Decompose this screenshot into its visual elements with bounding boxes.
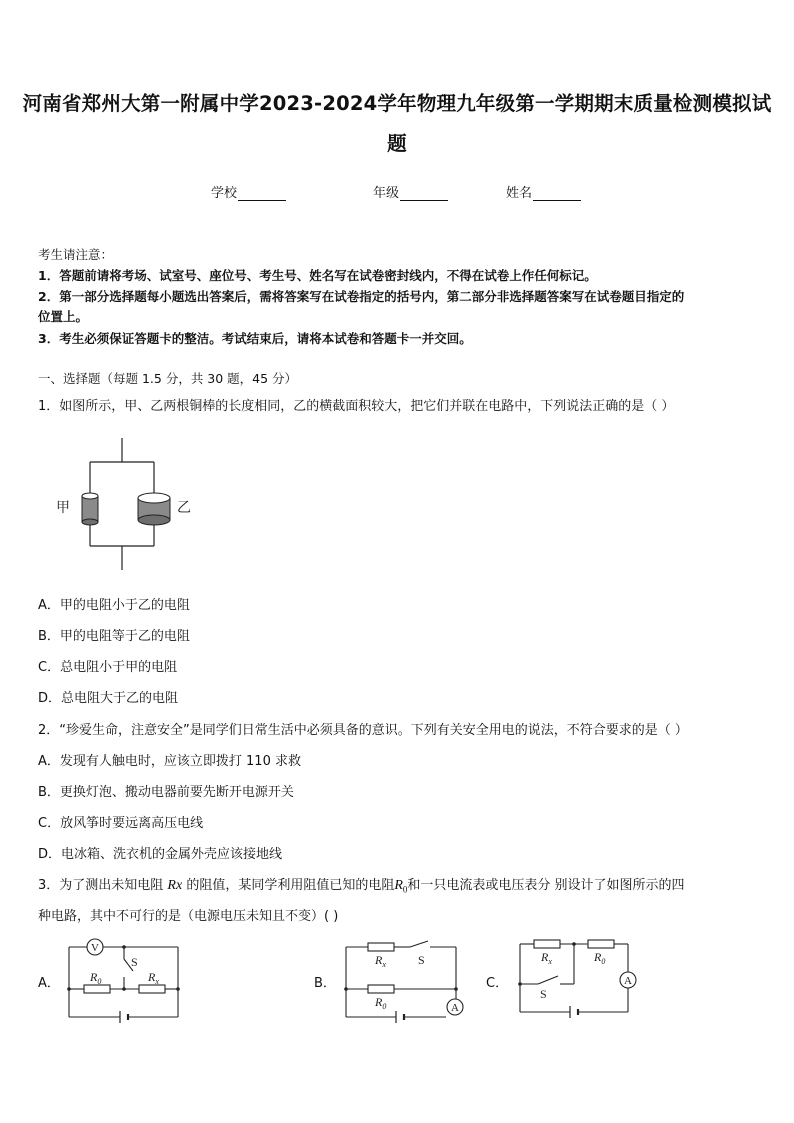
q3-stem-part-3: 和一只电流表或电压表分 别设计了如图所示的四 — [407, 878, 685, 893]
svg-text:Rx — [540, 950, 552, 966]
page-title: 河南省郑州大第一附属中学2023-2024学年物理九年级第一学期期末质量检测模拟试 — [22, 92, 772, 115]
rx-label-b: R — [375, 953, 383, 967]
question-3-stem-line-2: 种电路，其中不可行的是（电源电压未知且不变）( ) — [38, 909, 339, 924]
ammeter-label-b: A — [451, 1002, 459, 1014]
question-3-option-c-label[interactable]: C． — [486, 976, 509, 991]
q3-r0-subscript: 0 — [402, 884, 408, 895]
q3-r0-symbol: R — [394, 878, 403, 893]
svg-text:R0 — [89, 970, 101, 986]
question-3-circuit-b[interactable] — [336, 935, 471, 1030]
name-field — [506, 182, 581, 201]
svg-text:R0 — [593, 950, 605, 966]
r0-label-c: R — [594, 950, 602, 964]
voltmeter-label: V — [91, 942, 99, 954]
grade-label: 年级 — [373, 186, 400, 201]
ammeter-label-c: A — [624, 975, 632, 987]
question-3-option-a-label[interactable]: A． — [38, 976, 60, 991]
question-1-option-a[interactable]: A．甲的电阻小于乙的电阻 — [38, 598, 190, 613]
question-2-stem: 2．“珍爱生命，注意安全”是同学们日常生活中必须具备的意识。下列有关安全用电的说法，不符合要求的是（ ） — [38, 723, 688, 738]
r0-label-b: R — [375, 995, 383, 1009]
q3-rx-symbol: Rx — [167, 878, 183, 893]
q3-stem-part-2: 的阻值，某同学利用阻值已知的电阻 — [186, 878, 395, 893]
rx-label-c: R — [541, 950, 549, 964]
switch-label-b: S — [418, 953, 425, 967]
switch-label-c: S — [540, 987, 547, 1001]
section-heading: 一、选择题（每题 1.5 分，共 30 题，45 分） — [38, 371, 298, 386]
question-1-figure — [50, 436, 210, 571]
school-field — [211, 182, 286, 201]
r0-sub-c: 0 — [601, 957, 606, 966]
notice-heading: 考生请注意： — [38, 247, 114, 262]
grade-field — [373, 182, 448, 201]
q3-stem-part-1: 3．为了测出未知电阻 — [38, 878, 164, 893]
label-yi: 乙 — [177, 501, 191, 516]
question-1-option-c[interactable]: C．总电阻小于甲的电阻 — [38, 660, 178, 675]
grade-blank — [400, 188, 448, 201]
school-blank — [238, 188, 286, 201]
label-jia: 甲 — [56, 501, 70, 516]
copper-rod-jia — [82, 493, 98, 525]
question-1-stem: 1．如图所示，甲、乙两根铜棒的长度相同，乙的横截面积较大，把它们并联在电路中，下列说法正确的是（ ） — [38, 399, 675, 414]
name-label: 姓名 — [506, 186, 533, 201]
question-2-option-d[interactable]: D．电冰箱、洗衣机的金属外壳应该接地线 — [38, 847, 283, 862]
svg-text:R0 — [374, 995, 386, 1011]
question-2-option-b[interactable]: B．更换灯泡、搬动电器前要先断开电源开关 — [38, 785, 294, 800]
question-3-circuit-c[interactable] — [508, 932, 643, 1030]
rx-label-a: R — [148, 970, 156, 984]
r0-sub-a: 0 — [97, 977, 102, 986]
r0-sub-b: 0 — [382, 1002, 387, 1011]
page-title-continued: 题 — [387, 132, 407, 155]
question-1-option-b[interactable]: B．甲的电阻等于乙的电阻 — [38, 629, 190, 644]
question-3-circuit-a[interactable] — [58, 935, 188, 1030]
svg-text:Rx — [374, 953, 386, 969]
name-blank — [533, 188, 581, 201]
notice-item-2-cont: 位置上。 — [38, 309, 89, 324]
question-3-option-b-label[interactable]: B． — [314, 976, 336, 991]
question-2-option-a[interactable]: A．发现有人触电时，应该立即拨打 110 求救 — [38, 754, 301, 769]
rx-sub-b: x — [382, 960, 386, 969]
notice-item-3: 3．考生必须保证答题卡的整洁。考试结束后，请将本试卷和答题卡一并交回。 — [38, 331, 472, 346]
school-label: 学校 — [211, 186, 238, 201]
question-3-stem — [38, 874, 685, 895]
copper-rod-yi — [138, 493, 170, 525]
rx-sub-c: x — [548, 957, 552, 966]
svg-text:Rx — [147, 970, 159, 986]
question-2-option-c[interactable]: C．放风筝时要远离高压电线 — [38, 816, 204, 831]
rx-sub-a: x — [155, 977, 159, 986]
notice-item-1: 1．答题前请将考场、试室号、座位号、考生号、姓名写在试卷密封线内，不得在试卷上作任何标记。 — [38, 268, 597, 283]
switch-label-a: S — [131, 955, 138, 969]
r0-label-a: R — [90, 970, 98, 984]
question-1-option-d[interactable]: D．总电阻大于乙的电阻 — [38, 691, 179, 706]
notice-item-2: 2．第一部分选择题每小题选出答案后，需将答案写在试卷指定的括号内，第二部分非选择题答案写在试卷题目指定的 — [38, 289, 685, 304]
